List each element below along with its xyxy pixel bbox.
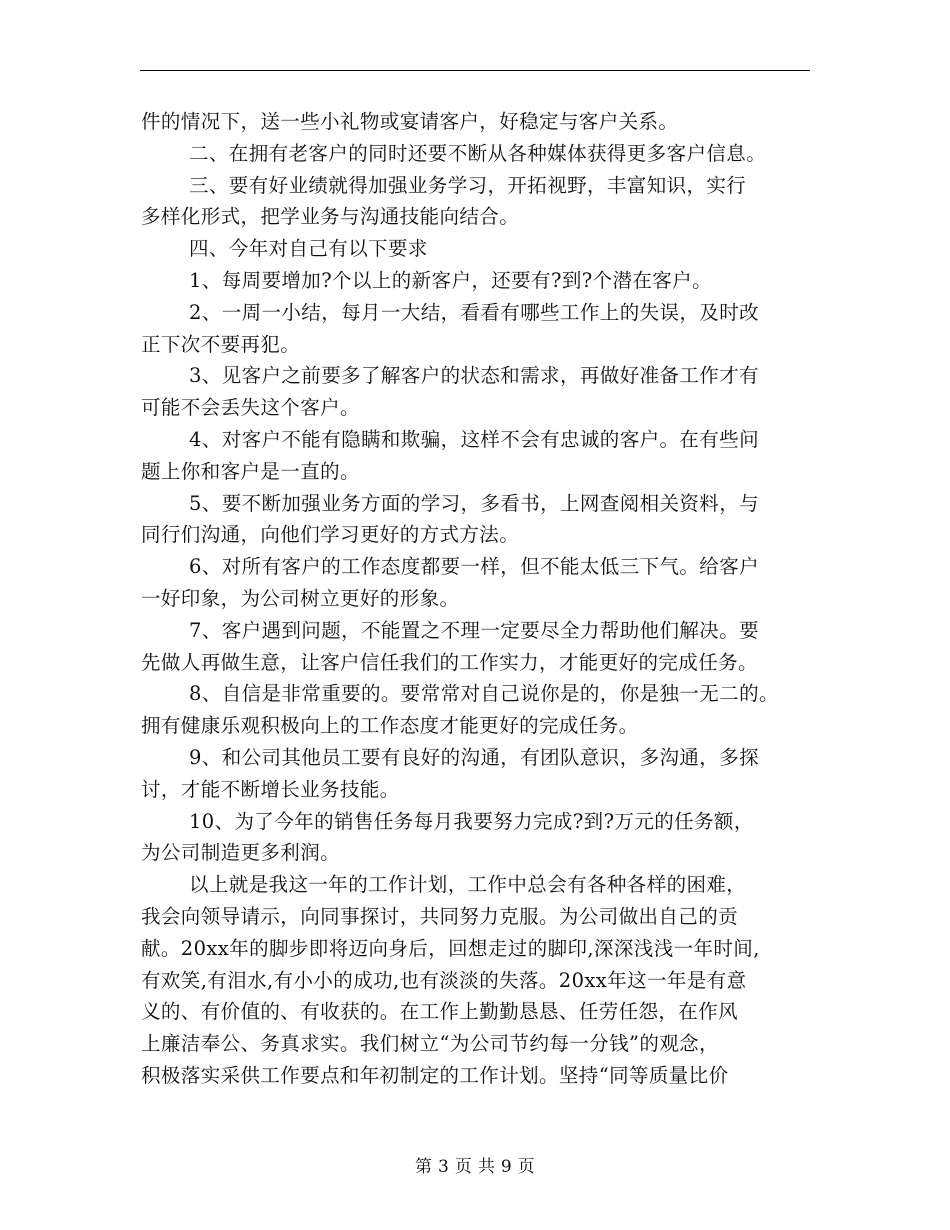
text-line: 二、在拥有老客户的同时还要不断从各种媒体获得更多客户信息。 [189,141,767,165]
header-rule [140,70,810,71]
text-line: 上廉洁奉公、务真求实。我们树立“为公司节约每一分钱”的观念， [141,1032,719,1056]
text-line: 7、客户遇到问题，不能置之不理一定要尽全力帮助他们解决。要 [189,618,760,642]
page-number-footer: 第 3 页 共 9 页 [415,1157,535,1177]
text-line: 为公司制造更多利润。 [141,841,341,865]
text-line: 件的情况下，送一些小礼物或宴请客户，好稳定与客户关系。 [141,110,679,133]
text-line: 拥有健康乐观积极向上的工作态度才能更好的完成任务。 [141,714,639,738]
text-line: 8、自信是非常重要的。要常常对自己说你是的，你是独一无二的。 [189,682,779,706]
text-line: 10、为了今年的销售任务每月我要努力完成?到?万元的任务额， [189,809,754,833]
text-line: 以上就是我这一年的工作计划，工作中总会有各种各样的困难， [189,873,747,897]
text-line: 献。20xx年的脚步即将迈向身后，回想走过的脚印,深深浅浅一年时间, [141,936,760,960]
text-line: 5、要不断加强业务方面的学习，多看书，上网查阅相关资料，与 [189,491,760,515]
text-line: 4、对客户不能有隐瞒和欺骗，这样不会有忠诚的客户。在有些问 [189,427,760,451]
text-line: 1、每周要增加?个以上的新客户，还要有?到?个潜在客户。 [189,268,712,292]
text-line: 6、对所有客户的工作态度都要一样，但不能太低三下气。给客户 [189,555,760,579]
text-line: 我会向领导请示，向同事探讨，共同努力克服。为公司做出自己的贡 [141,904,739,928]
text-line: 题上你和客户是一直的。 [141,459,360,483]
text-line: 义的、有价值的、有收获的。在工作上勤勤恳恳、任劳任怨，在作风 [141,1000,739,1024]
text-line: 3、见客户之前要多了解客户的状态和需求，再做好准备工作才有 [189,364,760,388]
text-line: 四、今年对自己有以下要求 [189,237,428,261]
text-line: 同行们沟通，向他们学习更好的方式方法。 [141,523,520,547]
text-line: 讨，才能不断增长业务技能。 [141,777,400,801]
text-line: 先做人再做生意，让客户信任我们的工作实力，才能更好的完成任务。 [141,650,758,674]
text-line: 正下次不要再犯。 [141,332,301,356]
text-line: 多样化形式，把学业务与沟通技能向结合。 [141,205,520,229]
text-line: 可能不会丢失这个客户。 [141,396,360,420]
document-body [141,106,821,1092]
text-line: 9、和公司其他员工要有良好的沟通，有团队意识，多沟通，多探 [189,745,760,769]
text-line: 有欢笑,有泪水,有小小的成功,也有淡淡的失落。20xx年这一年是有意 [141,968,747,992]
text-line: 三、要有好业绩就得加强业务学习，开拓视野，丰富知识，实行 [189,173,747,197]
text-line: 积极落实采供工作要点和年初制定的工作计划。坚持“同等质量比价 [141,1063,729,1087]
text-line: 一好印象，为公司树立更好的形象。 [141,586,460,610]
text-line: 2、一周一小结，每月一大结，看看有哪些工作上的失误，及时改 [189,300,760,324]
